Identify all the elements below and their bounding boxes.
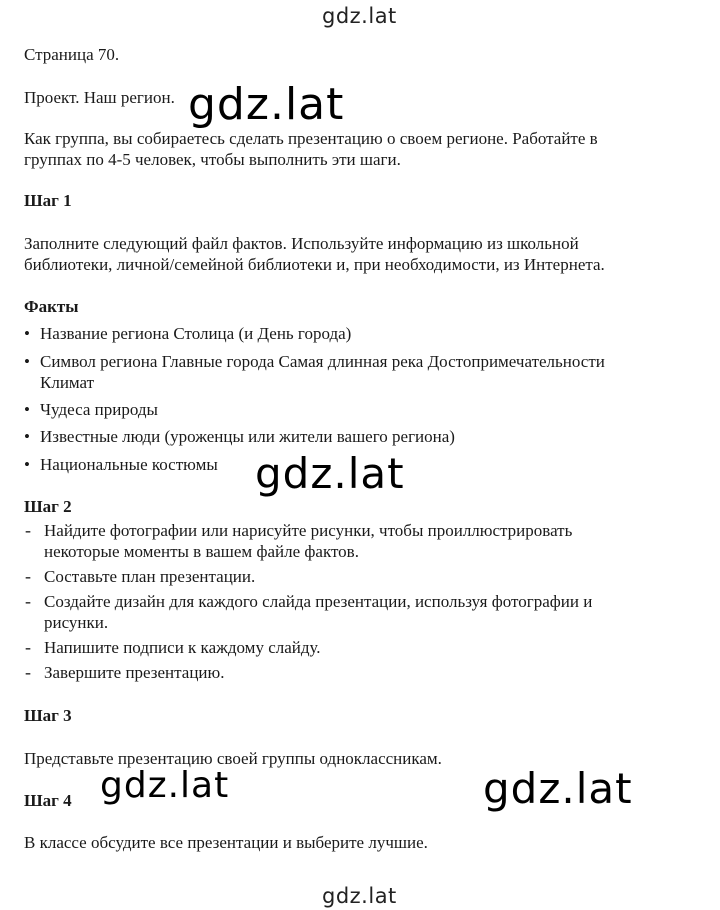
step1-line: Заполните следующий файл фактов. Используйте информацию из школьной: [24, 234, 579, 253]
intro-line: Как группа, вы собираетесь сделать презентацию о своем регионе. Работайте в: [24, 129, 598, 148]
facts-item-line: Известные люди (уроженцы или жители вашего региона): [40, 427, 455, 446]
page-label: Страница 70.: [24, 45, 120, 64]
step1-text: [24, 233, 605, 275]
facts-heading: Факты: [24, 297, 79, 316]
facts-item-line: Символ региона Главные города Самая длинная река Достопримечательности: [40, 352, 605, 371]
step2-item-line: Создайте дизайн для каждого слайда презентации, используя фотографии и: [44, 592, 593, 611]
project-title: Проект. Наш регион.: [24, 88, 175, 107]
intro-line: группах по 4-5 человек, чтобы выполнить эти шаги.: [24, 150, 401, 169]
dash-icon: -: [25, 566, 31, 586]
step2-item-line: Напишите подписи к каждому слайду.: [44, 638, 321, 657]
step2-item-line: рисунки.: [44, 613, 109, 632]
watermark-overlay: gdz.lat: [255, 449, 405, 498]
step2-item-line: Завершите презентацию.: [44, 663, 225, 682]
bullet-icon: •: [24, 455, 30, 474]
watermark-overlay: gdz.lat: [100, 765, 230, 806]
bullet-icon: •: [24, 427, 30, 446]
step2-item-line: некоторые моменты в вашем файле фактов.: [44, 542, 359, 561]
dash-icon: -: [25, 591, 31, 611]
intro-paragraph: [24, 128, 598, 170]
step1-heading: Шаг 1: [24, 191, 72, 210]
facts-item-line: Чудеса природы: [40, 400, 158, 419]
watermark-overlay: gdz.lat: [483, 764, 633, 813]
dash-icon: -: [25, 520, 31, 540]
bullet-icon: •: [24, 352, 30, 371]
step2-heading: Шаг 2: [24, 497, 72, 516]
facts-item-line: Климат: [40, 373, 95, 392]
step1-line: библиотеки, личной/семейной библиотеки и, при необходимости, из Интернета.: [24, 255, 605, 274]
bullet-icon: •: [24, 400, 30, 419]
facts-item-line: Национальные костюмы: [40, 455, 218, 474]
dash-icon: -: [25, 637, 31, 657]
dash-icon: -: [25, 662, 31, 682]
step4-heading: Шаг 4: [24, 791, 72, 810]
facts-item-line: Название региона Столица (и День города): [40, 324, 352, 343]
step3-text: Представьте презентацию своей группы одноклассникам.: [24, 749, 442, 768]
step3-heading: Шаг 3: [24, 706, 72, 725]
step4-text: В классе обсудите все презентации и выберите лучшие.: [24, 833, 428, 852]
bullet-icon: •: [24, 324, 30, 343]
watermark-bottom: gdz.lat: [322, 884, 397, 908]
watermark-overlay: gdz.lat: [188, 79, 345, 130]
step2-item-line: Составьте план презентации.: [44, 567, 256, 586]
watermark-top: gdz.lat: [322, 4, 397, 28]
step2-item-line: Найдите фотографии или нарисуйте рисунки, чтобы проиллюстрировать: [44, 521, 573, 540]
